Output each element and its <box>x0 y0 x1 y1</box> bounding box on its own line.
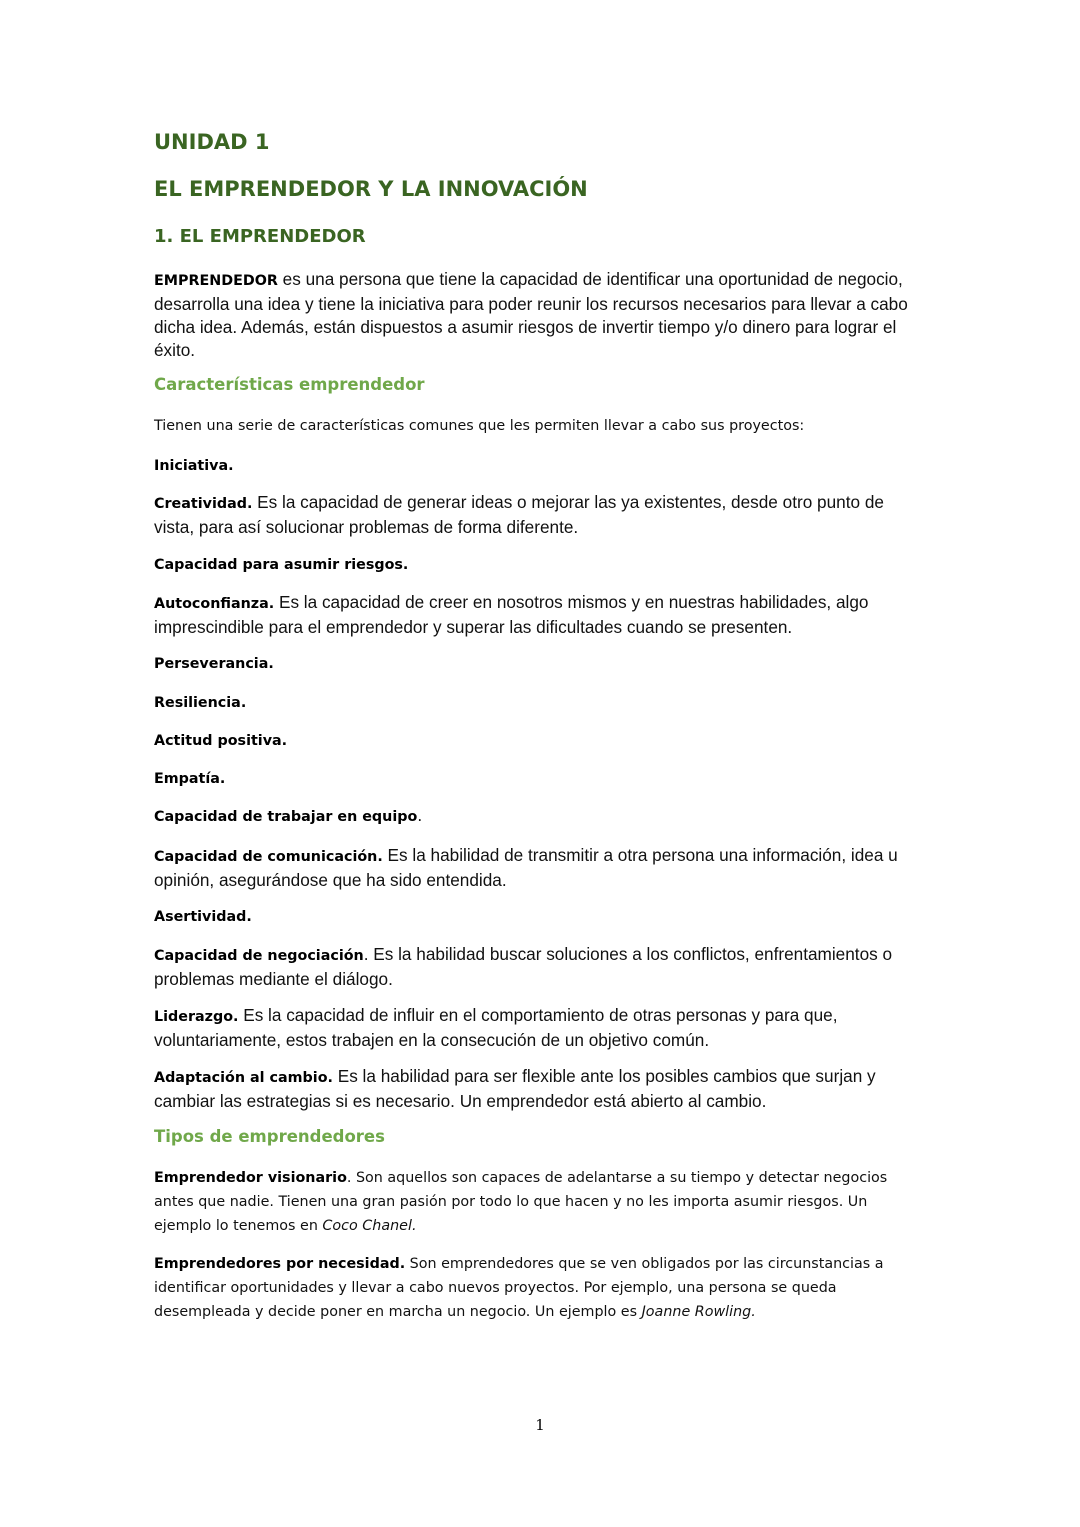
type-text: . Son aquellos son capaces de adelantarse a su tiempo y detectar negocios antes que nadie. Tienen una gran pasión por todo lo que hacen y no les importa asumir riesgos. Un ejemplo lo tenemos en <box>154 1170 888 1234</box>
characteristic-item <box>154 766 924 791</box>
characteristic-item <box>154 804 924 829</box>
characteristic-item <box>154 690 924 715</box>
characteristic-term: Resiliencia. <box>154 695 247 711</box>
characteristic-term: Asertividad. <box>154 909 252 925</box>
characteristic-item <box>154 453 924 478</box>
type-item <box>154 1166 924 1238</box>
type-text: Son emprendedores que se ven obligados por las circunstancias a identificar oportunidades y llevar a cabo nuevos proyectos. Por ejemplo, una persona se queda desempleada y decide poner en marcha un negocio. Un ejemplo es <box>154 1256 884 1320</box>
definition-paragraph <box>154 268 924 362</box>
characteristic-term: Capacidad de trabajar en equipo <box>154 809 418 825</box>
unit-title: EL EMPRENDEDOR Y LA INNOVACIÓN <box>154 177 588 201</box>
characteristic-text: . <box>417 805 423 825</box>
type-example: Coco Chanel. <box>322 1218 417 1234</box>
characteristic-term: Adaptación al cambio. <box>154 1070 333 1086</box>
characteristic-term: Capacidad para asumir riesgos. <box>154 557 409 573</box>
types-heading: Tipos de emprendedores <box>154 1127 385 1146</box>
characteristic-text: Es la capacidad de generar ideas o mejorar las ya existentes, desde otro punto de vista, para así solucionar problemas de forma diferente. <box>154 492 884 537</box>
characteristic-item <box>154 904 924 929</box>
characteristic-item <box>154 591 924 639</box>
characteristic-text: Es la habilidad de transmitir a otra persona una información, idea u opinión, asegurándose que ha sido entendida. <box>154 845 898 890</box>
characteristic-item <box>154 552 924 577</box>
characteristic-item <box>154 651 924 676</box>
type-term: Emprendedor visionario <box>154 1170 347 1186</box>
characteristic-item <box>154 844 924 892</box>
characteristic-text: Es la habilidad para ser flexible ante los posibles cambios que surjan y cambiar las estrategias si es necesario. Un emprendedor está abierto al cambio. <box>154 1066 876 1111</box>
section-heading: 1. EL EMPRENDEDOR <box>154 226 366 247</box>
characteristic-text: Es la capacidad de influir en el comportamiento de otras personas y para que, voluntariamente, estos trabajen en la consecución de un objetivo común. <box>154 1005 838 1050</box>
characteristic-term: Empatía. <box>154 771 226 787</box>
characteristic-item <box>154 1065 924 1113</box>
unit-heading: UNIDAD 1 <box>154 130 270 154</box>
definition-text: es una persona que tiene la capacidad de identificar una oportunidad de negocio, desarrolla una idea y tiene la iniciativa para poder reunir los recursos necesarios para llevar a cabo dicha idea. Además, están dispuestos a asumir riesgos de invertir tiempo y/o dinero para lograr el éxito. <box>154 269 908 360</box>
characteristic-item <box>154 1004 924 1052</box>
characteristic-term: Capacidad de negociación <box>154 948 364 964</box>
characteristic-text: . Es la habilidad buscar soluciones a los conflictos, enfrentamientos o problemas mediante el diálogo. <box>154 944 893 989</box>
characteristic-term: Actitud positiva. <box>154 733 288 749</box>
characteristic-item <box>154 491 924 539</box>
type-example: Joanne Rowling. <box>641 1304 756 1320</box>
characteristic-item <box>154 943 924 991</box>
characteristic-term: Perseverancia. <box>154 656 274 672</box>
characteristic-term: Autoconfianza. <box>154 596 275 612</box>
characteristic-item <box>154 728 924 753</box>
characteristics-heading: Características emprendedor <box>154 375 425 394</box>
definition-term: EMPRENDEDOR <box>154 273 278 289</box>
characteristic-term: Iniciativa. <box>154 458 234 474</box>
page-number: 1 <box>535 1416 545 1434</box>
characteristic-term: Capacidad de comunicación. <box>154 849 383 865</box>
characteristic-term: Creatividad. <box>154 496 253 512</box>
characteristic-text: Es la capacidad de creer en nosotros mismos y en nuestras habilidades, algo imprescindible para el emprendedor y superar las dificultades cuando se presenten. <box>154 592 869 637</box>
type-item <box>154 1252 924 1324</box>
type-term: Emprendedores por necesidad. <box>154 1256 406 1272</box>
characteristics-intro: Tienen una serie de características comunes que les permiten llevar a cabo sus proyectos: <box>154 418 805 434</box>
characteristic-term: Liderazgo. <box>154 1009 239 1025</box>
